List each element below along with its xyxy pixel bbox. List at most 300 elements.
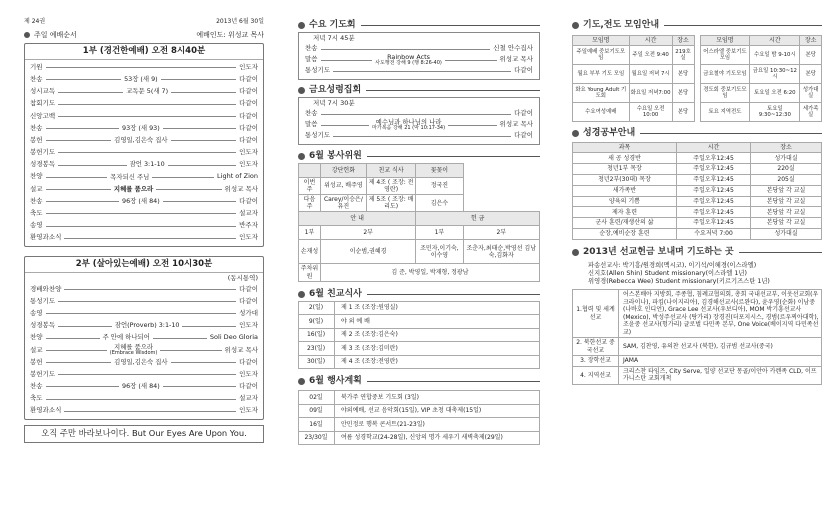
order-item-leader: 신철 안수집사 — [493, 44, 533, 53]
table-cell: 이번 주 — [299, 177, 321, 194]
table-cell: 주차위원 — [299, 264, 321, 281]
worship-leader: 예배인도: 위성교 목사 — [196, 31, 264, 39]
order-item-label: 신앙고백 — [30, 111, 56, 120]
table-cell: 장소 — [751, 143, 822, 153]
missionary-line: 파송선교사: 박기흥/원경희(멕시코), 이기석/이혜경(이스라엘) — [588, 261, 757, 269]
order-item-label: 기원 — [30, 62, 43, 71]
table-cell: 주일오후12:45 — [676, 207, 750, 218]
table-row — [573, 46, 695, 65]
table-cell: 본당 — [672, 84, 694, 103]
leader-dots — [58, 326, 112, 327]
table-cell: 성가대실 — [800, 84, 822, 103]
table-cell: Carey/이승은/유진 — [320, 194, 366, 211]
leader-dots — [46, 67, 237, 68]
table-cell: 모임명 — [573, 36, 630, 46]
study-heading — [572, 127, 822, 140]
order-item-label: 환영과소식 — [30, 406, 62, 415]
order-item-leader: 반주자 — [239, 221, 258, 230]
leader-dots — [333, 136, 511, 137]
leader-dots — [46, 399, 237, 400]
leader-dots — [58, 152, 236, 153]
leader-dots — [64, 289, 236, 290]
table-cell: 장소 — [800, 36, 822, 46]
friday-title: 금요성령집회 — [309, 84, 362, 95]
table-cell: 시간 — [629, 36, 672, 46]
order-item-label: 송영 — [30, 221, 43, 230]
table-cell: 주일예배 중보기도모임 — [573, 46, 630, 65]
leader-dots — [156, 189, 221, 190]
order-item-detail — [372, 119, 445, 131]
table-row — [299, 404, 540, 418]
bullet-icon — [298, 291, 305, 298]
table-row — [573, 164, 822, 175]
order-item-label: 찬송 — [30, 196, 43, 205]
table-cell: 모임명 — [700, 36, 750, 46]
order-row — [30, 296, 258, 308]
table-cell: 본당앞 각 교실 — [751, 218, 822, 229]
page-header — [24, 18, 264, 28]
order-item-label: 찬송 — [305, 44, 318, 53]
order-item-leader: 인도자 — [239, 321, 258, 330]
order-item-label: 통성기도 — [30, 296, 56, 305]
leader-dots — [171, 362, 237, 363]
order-item-sub: 사도행전 강해 9 (행 8:26-40) — [375, 60, 442, 67]
order-item-detail: 교독문 5(새 7) — [126, 87, 169, 96]
table-cell: 과목 — [573, 143, 677, 153]
table-cell: 220실 — [751, 164, 822, 175]
leader-dots — [46, 128, 119, 129]
prayer-table — [572, 289, 822, 385]
leader-dots — [58, 116, 236, 117]
table-cell: 크리스찬 타임즈, City Serve, 일양 선교단 몽골/이안아 카렌족 CLD, 이프가니스탄 교회개척 — [619, 366, 822, 384]
order-item-leader: 다같이 — [514, 109, 533, 118]
column-meetings — [298, 0, 540, 507]
table-row — [573, 228, 822, 239]
order-item-label: 축도 — [30, 209, 43, 218]
table-cell: 성가대실 — [751, 153, 822, 164]
order-item-detail: 93장 (새 93) — [122, 123, 160, 132]
leader-dots — [321, 60, 373, 61]
leader-dots — [168, 165, 236, 166]
order-item-leader: 인도자 — [239, 233, 258, 242]
order-row — [305, 55, 533, 66]
leader-dots — [58, 301, 236, 302]
wednesday-order — [305, 44, 533, 77]
table-cell: SAM, 김찬영, 유의찬 선교사 (북한), 김규범 선교사(중국) — [619, 338, 822, 356]
table-cell: 여름 성경학교(24-28일), 신앙의 명가 세우기 새벽축제(29일) — [335, 431, 540, 445]
order-item-label: 성시교독 — [30, 87, 56, 96]
table-cell: 야 외 예 배 — [335, 315, 540, 329]
order-row — [30, 196, 258, 208]
table-cell: 꽃꽂이 — [416, 163, 463, 177]
order-item-leader: 다같이 — [239, 87, 258, 96]
order-row — [30, 208, 258, 220]
table-cell: 토요일 오전 6:20 — [750, 84, 800, 103]
order-row — [30, 381, 258, 393]
order-row — [30, 405, 258, 417]
leader-dots — [58, 165, 126, 166]
table-row — [299, 431, 540, 445]
order-item-leader: 다같이 — [239, 284, 258, 293]
events-title: 6월 행사계획 — [309, 376, 362, 387]
bullet-icon — [298, 153, 305, 160]
order-row — [30, 232, 258, 244]
table-cell: 김은수 — [416, 194, 463, 211]
table-cell: 제 1 조 (조장:원영실) — [335, 301, 540, 315]
table-cell: 주일오후12:45 — [676, 196, 750, 207]
table-cell: 2부 — [463, 226, 539, 240]
order-item-leader: 인도자 — [239, 369, 258, 378]
table-cell: 성가대실 — [751, 228, 822, 239]
table-row — [299, 240, 540, 264]
table-cell: JAMA — [619, 356, 822, 367]
order-item-label: 찬송 — [305, 109, 318, 118]
table-cell: 안 내 — [299, 212, 416, 226]
table-cell: 시간 — [676, 143, 750, 153]
bullet-icon — [572, 249, 579, 256]
order-row — [305, 120, 533, 131]
order-row — [30, 98, 258, 110]
order-item-leader: 위성교 목사 — [499, 120, 534, 129]
order-item-label: 찬양 — [30, 172, 43, 181]
table-row — [573, 290, 822, 338]
order-item-detail: 96장 (새 84) — [122, 382, 160, 391]
table-row — [573, 153, 822, 164]
order-item-label: 말씀 — [305, 55, 318, 64]
leader-dots — [448, 125, 496, 126]
leader-dots — [161, 79, 237, 80]
table-cell: 청년2부(30대) 목장 — [573, 174, 677, 185]
meetings-title: 기도,전도 모임안내 — [583, 20, 660, 31]
table-cell: 1.협력 및 세계선교 — [573, 290, 619, 338]
table-cell: 조민자,이기숙,이수영 — [416, 240, 463, 264]
order-item-detail: 잠언(Proverb) 3:1-10 — [114, 321, 180, 330]
missionary-line: 위영경(Rebecca Wee) Student missionary(키르기즈스탄 1년) — [588, 278, 770, 286]
table-row — [573, 174, 822, 185]
table-row — [700, 84, 822, 103]
friday-box — [298, 97, 540, 145]
order-item-label: 봉헌 — [30, 357, 43, 366]
order-item-leader: 위성교 목사 — [224, 345, 259, 354]
second-service-box — [24, 256, 264, 420]
table-cell: 본당 — [800, 65, 822, 84]
order-item-detail: 지혜를 품으라 — [113, 184, 154, 193]
table-row — [299, 264, 540, 281]
friday-heading — [298, 84, 540, 97]
leader-dots — [46, 362, 112, 363]
leader-dots — [46, 338, 100, 339]
table-cell: 수요일 오전 10:00 — [629, 103, 672, 122]
table-cell: 손재성 — [299, 240, 321, 264]
order-item-leader: 다같이 — [239, 99, 258, 108]
wednesday-title: 수요 기도회 — [309, 20, 356, 31]
bullet-icon — [298, 378, 305, 385]
order-item-leader: 인도자 — [239, 406, 258, 415]
leader-dots — [46, 177, 108, 178]
table-cell: 제 5조 ( 조장: 배리도) — [366, 194, 415, 211]
fellowship-title: 6월 친교식사 — [309, 288, 362, 299]
table-row — [299, 194, 540, 211]
table-row — [573, 143, 822, 153]
table-cell: 북가주 연합중보 기도회 (3일) — [335, 391, 540, 405]
mission-heading — [572, 246, 822, 259]
order-row — [30, 183, 258, 195]
order-row — [30, 135, 258, 147]
order-item-label: 봉헌 — [30, 135, 43, 144]
table-row — [573, 196, 822, 207]
table-cell: 어스본배아 지방회, 주종협, 침례교협의회, 총회 국내선교부, 이웃선교회(우크라이나), 파킴(나이지리아), 김경해선교사(르완다), 윤우영(순화) 이남중(나바호 인디언), Grace Lee 선교사(우보디아), MOM 박기흥선교사 (Mexico), 박성주선교사 (탕가리) 장경진(더포지시스, 경범(르우찌아대학), 조윤중 선교사(헝가리) 글로벌 다민족 본부, One Voice(베이지역 다민족선교) — [619, 290, 822, 338]
leader-dots — [171, 92, 236, 93]
leader-dots — [333, 71, 511, 72]
table-cell: 본당앞 각 교실 — [751, 196, 822, 207]
table-cell: 조춘자,최태순,박영선 김남숙,김화자 — [463, 240, 539, 264]
leader-dots — [182, 326, 236, 327]
table-cell: 16일 — [299, 418, 335, 432]
volunteers-heading — [298, 150, 540, 163]
table-cell: 02일 — [299, 391, 335, 405]
bullet-icon — [298, 87, 305, 94]
table-cell: 이순범,권혜경 — [320, 240, 415, 264]
table-row — [573, 356, 822, 367]
wednesday-box — [298, 32, 540, 80]
order-row — [30, 220, 258, 232]
leader-dots — [58, 92, 123, 93]
order-item-leader: 설교자 — [239, 394, 258, 403]
order-item-label: 참회기도 — [30, 99, 56, 108]
leader-dots — [163, 128, 236, 129]
table-cell: 경도회 중보기도모임 — [700, 84, 750, 103]
table-row — [573, 185, 822, 196]
table-cell: 헌 금 — [416, 212, 540, 226]
leader-dots — [58, 104, 236, 105]
issue-date: 2013년 6월 30일 — [216, 18, 264, 25]
leader-dots — [64, 238, 236, 239]
order-row — [30, 344, 258, 356]
leader-dots — [46, 189, 111, 190]
table-cell: 주일오후12:45 — [676, 153, 750, 164]
table-row — [573, 36, 695, 46]
table-cell: 30(일) — [299, 355, 335, 369]
table-cell: 제 3 조 (조장:김미란) — [335, 342, 540, 356]
table-cell: 김 준, 박영일, 박재형, 정광남 — [320, 264, 539, 281]
table-cell: 본당 — [672, 65, 694, 84]
leader-dots — [46, 226, 237, 227]
meetings-heading — [572, 19, 822, 32]
volunteers-table — [298, 163, 540, 282]
order-item-detail: 주 안에 하나되어 — [102, 333, 150, 342]
table-row — [573, 218, 822, 229]
table-cell: 다음 주 — [299, 194, 321, 211]
table-row — [573, 207, 822, 218]
order-row — [30, 171, 258, 183]
order-item-leader: 인도자 — [239, 148, 258, 157]
order-item-leader: 설교자 — [239, 209, 258, 218]
table-cell: 16(일) — [299, 328, 335, 342]
table-cell: 2(일) — [299, 301, 335, 315]
table-cell: 시간 — [750, 36, 800, 46]
order-row — [30, 74, 258, 86]
order-item-label: 성경봉독 — [30, 321, 56, 330]
order-item-leader: 다같이 — [514, 131, 533, 140]
order-item-label: 말씀 — [305, 120, 318, 129]
table-cell: 주일오후12:45 — [676, 185, 750, 196]
order-item-leader: 다같이 — [239, 196, 259, 205]
order-row — [30, 357, 258, 369]
table-cell: 월요일 저녁 7시 — [629, 65, 672, 84]
meetings-tables — [572, 35, 822, 122]
table-cell: 청년1부 목장 — [573, 164, 677, 175]
table-cell: 219호실 — [672, 46, 694, 65]
table-cell: 주일오후12:45 — [676, 164, 750, 175]
table-row — [299, 177, 540, 194]
order-item-leader: 다같이 — [239, 135, 259, 144]
table-row — [573, 103, 695, 122]
order-item-leader: 인도자 — [239, 62, 258, 71]
leader-dots — [46, 313, 237, 314]
study-table — [572, 142, 822, 240]
first-service-title: 1부 (경건한예배) 오전 8시40분 — [25, 44, 263, 59]
table-cell: 제 2 조 (조장:김은숙) — [335, 328, 540, 342]
second-service-title: 2부 (살아있는예배) 오전 10시30분 — [25, 257, 263, 272]
order-item-detail: 53장 (새 9) — [124, 75, 158, 84]
table-cell: 205실 — [751, 174, 822, 185]
order-item-detail — [375, 54, 442, 66]
table-cell: 화요일 저녁7:00 — [629, 84, 672, 103]
table-cell: 새 공 성경반 — [573, 153, 677, 164]
bullet-icon — [298, 22, 305, 29]
study-title: 성경공부안내 — [583, 128, 636, 139]
order-item-label: 찬송 — [30, 382, 43, 391]
leader-dots — [46, 350, 107, 351]
order-item-detail: 김영일,김은숙 집사 — [114, 357, 168, 366]
table-cell: 수요저녁 7:00 — [676, 228, 750, 239]
meetings-table-left — [572, 35, 695, 122]
order-item-sub: 마가복음 강해 21 (막 10:17-34) — [372, 124, 446, 131]
first-service-box — [24, 43, 264, 247]
friday-time: 저녁 7시 30분 — [313, 98, 355, 107]
leader-dots — [163, 201, 236, 202]
order-item-label: 환영과소식 — [30, 233, 62, 242]
leader-dots — [46, 140, 112, 141]
table-cell: 23(일) — [299, 342, 335, 356]
table-cell: 주일오후12:45 — [676, 174, 750, 185]
column-worship — [24, 0, 264, 507]
table-cell: 4. 지역선교 — [573, 366, 619, 384]
order-item-label: 봉헌기도 — [30, 148, 56, 157]
table-row — [299, 163, 540, 177]
order-item-leader: Soli Deo Gloria — [209, 333, 259, 342]
table-cell: 야외예배, 선교 음악회(15일), VIP 초청 대축제(15일) — [335, 404, 540, 418]
table-row — [700, 36, 822, 46]
friday-order — [305, 109, 533, 142]
table-cell: 본당 — [800, 46, 822, 65]
leader-dots — [321, 114, 512, 115]
table-cell: 2. 북한선교 중국선교 — [573, 338, 619, 356]
interpretation-note: (동시통역) — [227, 273, 258, 282]
table-cell: 토요 지역전도 — [700, 103, 750, 122]
order-item-label: 경배와찬양 — [30, 284, 62, 293]
table-row — [299, 418, 540, 432]
order-item-leader: 다같이 — [239, 357, 259, 366]
leader-dots — [163, 386, 236, 387]
table-row — [573, 84, 695, 103]
leader-dots — [64, 411, 236, 412]
table-cell: 본당앞 각 교실 — [751, 207, 822, 218]
order-item-label: 송영 — [30, 308, 43, 317]
order-item-leader: 위성교 목사 — [499, 55, 533, 64]
table-cell: 본당 — [672, 103, 694, 122]
table-cell: 3. 장학선교 — [573, 356, 619, 367]
table-cell: 2부 — [320, 226, 415, 240]
order-row — [305, 131, 533, 142]
bullet-icon — [24, 32, 30, 38]
order-row — [30, 320, 258, 332]
table-cell: 순장,예비순장 훈련 — [573, 228, 677, 239]
table-cell: 양육의 기쁨 — [573, 196, 677, 207]
order-row — [30, 123, 258, 135]
table-cell: 본당앞 각 교실 — [751, 185, 822, 196]
events-heading — [298, 375, 540, 388]
table-cell: 금요철야 기도모임 — [700, 65, 750, 84]
table-row — [573, 366, 822, 384]
order-item-label: 설교 — [30, 184, 43, 193]
order-item-leader: 다같이 — [239, 123, 259, 132]
table-cell: 친교 식사 — [366, 163, 415, 177]
fellowship-heading — [298, 288, 540, 301]
order-item-label: 찬송 — [30, 123, 43, 132]
issue-number: 제 24권 — [24, 18, 46, 25]
order-item-detail: 잠언 3:1-10 — [129, 160, 165, 169]
order-item-sub: (Embrace Wisdom) — [109, 350, 158, 357]
order-item-leader: 다같이 — [239, 74, 258, 83]
table-cell: 금요일 10:30~12시 — [750, 65, 800, 84]
missionaries-list — [572, 259, 822, 290]
order-item-detail: 96장 (새 84) — [122, 196, 160, 205]
mission-title: 2013년 선교헌금 보내며 기도하는 곳 — [583, 246, 734, 257]
table-row — [299, 391, 540, 405]
order-item-leader: 다같이 — [514, 66, 533, 75]
order-item-leader: 다같이 — [239, 382, 259, 391]
order-item-label: 찬양 — [30, 333, 43, 342]
table-cell: 1부 — [416, 226, 463, 240]
table-cell: 23/30일 — [299, 431, 335, 445]
table-row — [299, 342, 540, 356]
column-info — [572, 0, 822, 507]
leader-dots — [46, 386, 119, 387]
order-item-main: Rainbow Acts — [387, 53, 430, 62]
leader-dots — [152, 177, 214, 178]
table-cell: 제 4조 ( 조장: 전영란) — [366, 177, 415, 194]
meetings-table-right — [700, 35, 823, 122]
order-row — [30, 308, 258, 320]
leader-dots — [58, 374, 236, 375]
table-cell: 어스라엘 중보기도모임 — [700, 46, 750, 65]
order-row — [30, 62, 258, 74]
order-item-label: 통성기도 — [305, 131, 331, 140]
table-cell: 세가족실 — [800, 103, 822, 122]
table-cell: 9(일) — [299, 315, 335, 329]
table-cell: 주일 오전 9:40 — [629, 46, 672, 65]
leader-dots — [46, 79, 122, 80]
order-item-leader: Light of Zion — [217, 172, 258, 181]
table-cell: 군사 훈련/재생산의 삶 — [573, 218, 677, 229]
leader-dots — [46, 201, 119, 202]
order-item-leader: 다같이 — [239, 296, 258, 305]
order-item-leader: 인도자 — [239, 160, 259, 169]
order-item-label: 성경봉독 — [30, 160, 56, 169]
table-cell: 제 4 조 (조장:전영란) — [335, 355, 540, 369]
order-item-detail — [110, 344, 158, 356]
